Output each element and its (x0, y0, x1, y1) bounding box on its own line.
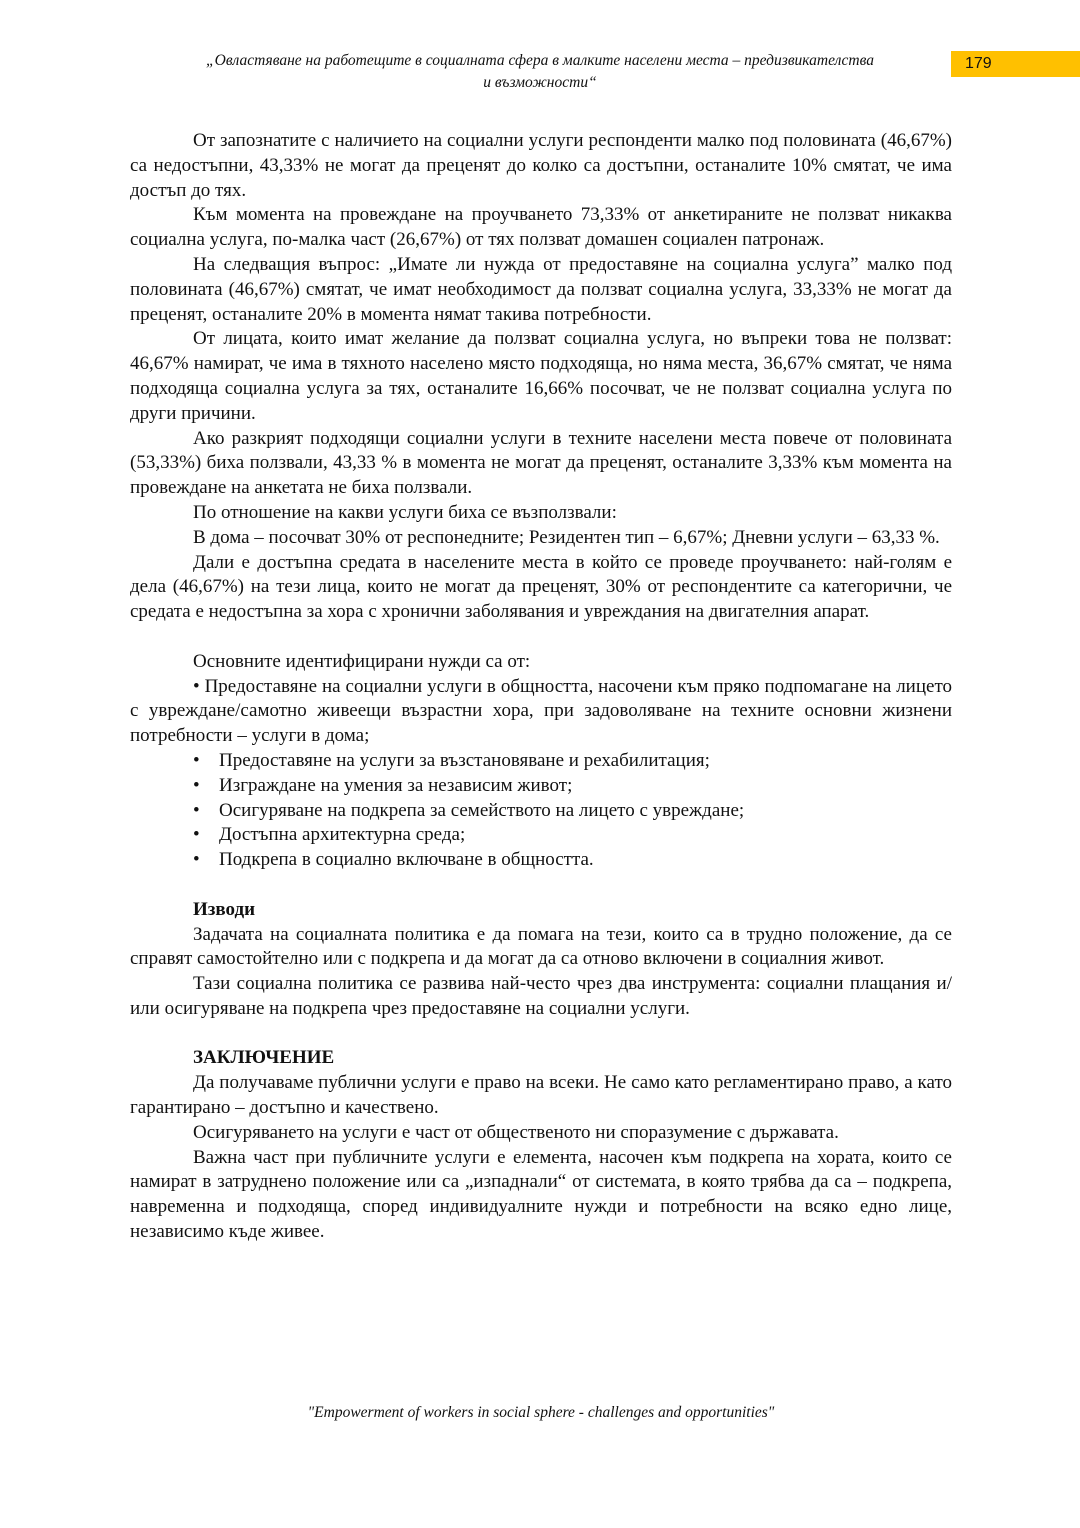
list-item (130, 774, 952, 799)
paragraph: Задачата на социалната политика е да помага на тези, които са в трудно положение, да се справят самостойтелно или с подкрепа и да могат да са отново включени в социалния живот. (130, 923, 952, 970)
paragraph: По отношение на какви услуги биха се възползвали: (193, 501, 617, 523)
paragraph: Към момента на провеждане на проучването 73,33% от анкетираните не ползват никаква социална услуга, по-малка част (26,67%) от тях ползват домашен социален патронаж. (130, 204, 952, 251)
paragraph: Дали е достъпна средата в населените места в който се проведе проучването: най-голям е дела (46,67%) на тези лица, които не могат да преценят, 30% от респондентите са категорични, че средата е недостъпна за хора с хронични заболявания и увреждания на двигателния апарат. (130, 551, 952, 623)
paragraph: Да получаваме публични услуги е право на всеки. Не само като регламентирано право, а като гарантирано – достъпно и качествено. (130, 1072, 952, 1119)
list-item-text: Осигуряване на подкрепа за семейството на лицето с увреждане; (219, 799, 745, 821)
paragraph: На следващия въпрос: „Имате ли нужда от предоставяне на социална услуга” малко под половината (46,67%) смятат, че имат необходимост да ползват социална услуга, 33,33% не могат да преценят, останалите 20% в момента нямат такива потребности. (130, 253, 952, 325)
needs-intro: Основните идентифицирани нужди са от: (193, 650, 531, 672)
bullet-icon: • (193, 849, 200, 871)
list-item-text: Подкрепа в социално включване в общността. (219, 849, 594, 871)
bullet-icon: • (193, 824, 200, 846)
needs-list (130, 749, 952, 873)
spacer (130, 1022, 952, 1047)
paragraph: Осигуряването на услуги е част от общественото ни споразумение с държавата. (193, 1121, 839, 1143)
bullet-icon: • (193, 749, 200, 771)
final-heading: ЗАКЛЮЧЕНИЕ (193, 1047, 335, 1069)
paragraph: Важна част при публичните услуги е елемента, насочен към подкрепа на хората, които се намират в затруднено положение или са „изпаднали“ от системата, в която трябва да са – подкрепа, навременна и подходяща, според индивидуалните нужди и потребности на всяко едно лице, независимо къде живее. (130, 1146, 952, 1243)
list-item (130, 848, 952, 873)
conclusions-heading: Изводи (193, 898, 256, 920)
header-title-line1: „Овластяване на работещите в социалната сфера в малките населени места – предизвикателства (206, 52, 874, 69)
bullet-icon: • (193, 799, 200, 821)
paragraph: Тази социална политика се развива най-често чрез два инструмента: социални плащания и/или осигуряване на подкрепа чрез предоставяне на социални услуги. (130, 973, 952, 1019)
list-item (130, 823, 952, 848)
bullet-icon: • (193, 675, 200, 697)
running-header (130, 50, 950, 94)
paragraph: В дома – посочват 30% от респонедните; Резидентен тип – 6,67%; Дневни услуги – 63,33 %. (193, 526, 940, 548)
need-first-item (130, 675, 952, 749)
bullet-icon: • (193, 774, 200, 796)
running-footer: "Empowerment of workers in social sphere - challenges and opportunities" (307, 1404, 775, 1421)
spacer (130, 625, 952, 650)
list-item (130, 749, 952, 774)
page-body (130, 129, 952, 1245)
spacer (130, 873, 952, 898)
paragraph: От лицата, които имат желание да ползват социална услуга, но въпреки това не ползват: 46,67% намират, че има в тяхното населено място подходяща, но няма места, 36,67% смятат, че няма подходяща социална услуга за тях, останалите 16,66% посочват, че не ползват социална услуга по други причини. (130, 328, 952, 424)
page-number-badge: 179 (951, 51, 1080, 77)
list-item-text: Предоставяне на услуги за възстановяване и рехабилитация; (219, 749, 710, 771)
header-title-line2: и възможности“ (483, 74, 597, 91)
need-first-text: Предоставяне на социални услуги в общността, насочени към пряко подпомагане на лицето с увреждане/самотно живеещи възрастни хора, при задоволяване на техните основни жизнени потребности – услуги в дома; (130, 675, 952, 747)
paragraph: Ако разкрият подходящи социални услуги в техните населени места повече от половината (53,33%) биха ползвали, 43,33 % в момента не могат да преценят, останалите 3,33% към момента на провеждане на анкетата не биха ползвали. (130, 427, 952, 499)
list-item (130, 799, 952, 824)
paragraph: От запознатите с наличието на социални услуги респонденти малко под половината (46,67%) са недостъпни, 43,33% не могат да преценят до колко са достъпни, останалите 10% смятат, че има достъп до тях. (130, 130, 952, 201)
list-item-text: Достъпна архитектурна среда; (219, 824, 466, 846)
list-item-text: Изграждане на умения за независим живот; (219, 774, 573, 796)
